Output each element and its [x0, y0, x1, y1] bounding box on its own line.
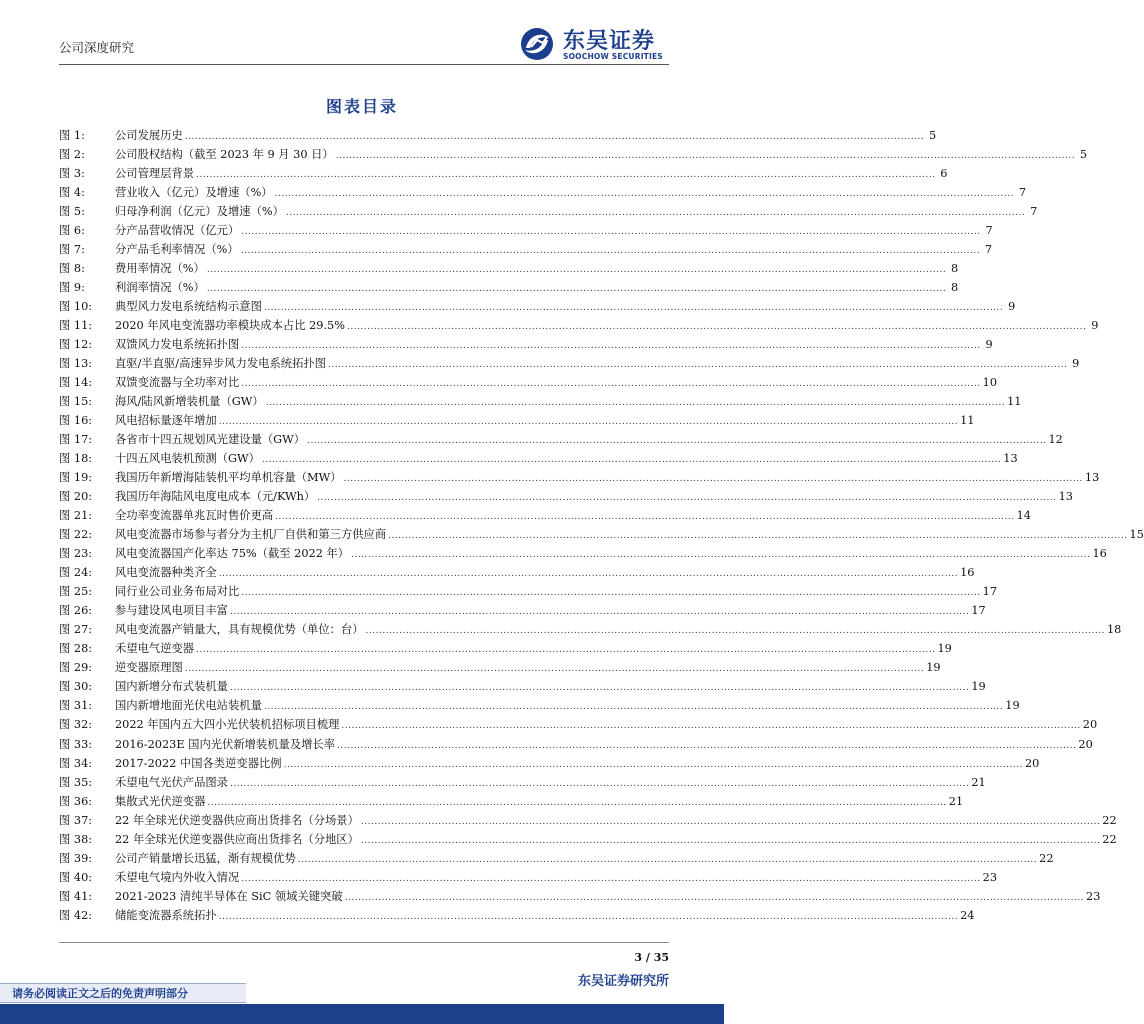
toc-figure-title[interactable]: 双馈变流器与全功率对比 [115, 376, 240, 390]
toc-entry[interactable] [59, 601, 986, 620]
toc-entry[interactable] [59, 563, 975, 582]
toc-page-number[interactable]: 11 [1007, 395, 1022, 409]
toc-entry[interactable] [59, 183, 1026, 202]
toc-figure-title[interactable]: 费用率情况（%） [115, 262, 205, 276]
toc-dot-leader: ............................................................................................................................................................................................................................ [196, 645, 936, 656]
toc-dot-leader: ............................................................................................................................................................................................................................ [360, 816, 1101, 827]
toc-figure-title[interactable]: 2021-2023 清纯半导体在 SiC 领域关键突破 [115, 889, 343, 903]
toc-dot-leader: ............................................................................................................................................................................................................................ [218, 569, 959, 580]
toc-page-number[interactable]: 22 [1102, 813, 1117, 827]
toc-entry[interactable] [59, 145, 1088, 164]
toc-figure-title[interactable]: 2016-2023E 国内光伏新增装机量及增长率 [115, 737, 336, 751]
toc-figure-number: 图 31: [59, 699, 93, 713]
toc-entry[interactable] [59, 487, 1073, 506]
toc-figure-title[interactable]: 利润率情况（%） [115, 281, 205, 295]
toc-dot-leader: ............................................................................................................................................................................................................................ [206, 265, 947, 276]
toc-entry[interactable] [59, 773, 986, 792]
toc-entry[interactable] [59, 126, 937, 145]
toc-dot-leader: ............................................................................................................................................................................................................................ [184, 132, 925, 142]
toc-page-number[interactable]: 7 [1030, 205, 1038, 219]
figure-list [59, 126, 1144, 925]
toc-page-number[interactable]: 5 [1079, 148, 1088, 162]
toc-figure-number: 图 17: [59, 433, 93, 447]
toc-dot-leader: ............................................................................................................................................................................................................................ [365, 626, 1105, 637]
toc-figure-number: 图 22: [59, 528, 93, 542]
toc-figure-number: 图 2: [59, 148, 85, 162]
toc-page-number[interactable]: 9 [1008, 300, 1016, 314]
toc-page-number[interactable]: 5 [929, 129, 937, 142]
toc-page-number[interactable]: 7 [985, 224, 993, 238]
toc-figure-number: 图 40: [59, 870, 93, 884]
page-number: 3 / 35 [634, 951, 669, 964]
toc-figure-title[interactable]: 归母净利润（亿元）及增速（%） [115, 205, 284, 219]
toc-figure-title[interactable]: 逆变器原理图 [115, 661, 183, 675]
toc-page-number[interactable]: 18 [1106, 623, 1122, 637]
toc-figure-number: 图 15: [59, 395, 93, 409]
toc-dot-leader: ............................................................................................................................................................................................................................ [240, 246, 981, 257]
toc-figure-number: 图 41: [59, 889, 93, 903]
toc-dot-leader: ............................................................................................................................................................................................................................ [184, 664, 925, 675]
toc-figure-title[interactable]: 直驱/半直驱/高速异步风力发电系统拓扑图 [115, 357, 326, 371]
toc-figure-title[interactable]: 22 年全球光伏逆变器供应商出货排名（分场景） [115, 813, 359, 827]
toc-entry[interactable] [59, 639, 952, 658]
toc-page-number[interactable]: 19 [937, 642, 952, 656]
toc-figure-number: 图 1: [59, 129, 85, 142]
toc-figure-number: 图 18: [59, 452, 93, 466]
toc-figure-number: 图 30: [59, 680, 93, 694]
toc-figure-title[interactable]: 典型风力发电系统结构示意图 [115, 300, 262, 314]
toc-entry[interactable] [59, 620, 1122, 639]
toc-page-number[interactable]: 13 [1084, 471, 1100, 485]
toc-figure-title[interactable]: 参与建设风电项目丰富 [115, 604, 228, 618]
disclaimer-text: 请务必阅读正文之后的免责声明部分 [12, 987, 188, 1000]
toc-page-number[interactable]: 19 [1005, 699, 1020, 713]
toc-page-number[interactable]: 20 [1078, 737, 1093, 751]
toc-figure-number: 图 39: [59, 851, 93, 865]
toc-entry[interactable] [59, 468, 1100, 487]
toc-figure-number: 图 16: [59, 414, 93, 428]
toc-figure-title[interactable]: 营业收入（亿元）及增速（%） [115, 186, 273, 200]
toc-dot-leader: ............................................................................................................................................................................................................................ [351, 550, 1091, 561]
toc-figure-title[interactable]: 禾望电气境内外收入情况 [115, 870, 240, 884]
toc-figure-title[interactable]: 22 年全球光伏逆变器供应商出货排名（分地区） [115, 832, 359, 846]
toc-dot-leader: ............................................................................................................................................................................................................................ [241, 341, 981, 352]
toc-figure-title[interactable]: 风电变流器产销量大，具有规模优势（单位：台） [115, 623, 364, 637]
toc-dot-leader: ............................................................................................................................................................................................................................ [218, 417, 959, 428]
toc-entry[interactable] [59, 696, 1020, 715]
toc-figure-title[interactable]: 风电变流器市场参与者分为主机厂自供和第三方供应商 [115, 528, 387, 542]
toc-entry[interactable] [59, 164, 948, 183]
toc-dot-leader: ............................................................................................................................................................................................................................ [327, 360, 1068, 371]
toc-page-number[interactable]: 24 [960, 908, 975, 922]
toc-dot-leader: ............................................................................................................................................................................................................................ [229, 683, 970, 694]
toc-page-number[interactable]: 22 [1039, 851, 1054, 865]
toc-figure-title[interactable]: 我国历年海陆风电度电成本（元/KWh） [115, 490, 316, 504]
toc-dot-leader: ............................................................................................................................................................................................................................ [317, 493, 1057, 504]
toc-page-number[interactable]: 22 [1102, 832, 1117, 846]
toc-page-number[interactable]: 16 [1092, 547, 1107, 561]
soochow-logo [519, 24, 669, 64]
logo-chinese-name: 东吴证券 [563, 29, 656, 54]
toc-figure-title[interactable]: 公司产销量增长迅猛，渐有规模优势 [115, 851, 296, 865]
toc-page-number[interactable]: 8 [951, 262, 959, 276]
toc-page-number[interactable]: 9 [985, 338, 993, 352]
toc-figure-title[interactable]: 风电招标量逐年增加 [115, 414, 217, 428]
toc-figure-number: 图 11: [59, 319, 93, 333]
toc-page-number[interactable]: 23 [982, 870, 998, 884]
toc-entry[interactable] [59, 525, 1144, 544]
toc-entry[interactable] [59, 373, 998, 392]
toc-entry[interactable] [59, 411, 975, 430]
toc-page-number[interactable]: 16 [960, 566, 975, 580]
toc-figure-title[interactable]: 2017-2022 中国各类逆变器比例 [115, 756, 282, 770]
toc-figure-title[interactable]: 公司管理层背景 [115, 167, 195, 181]
toc-entry[interactable] [59, 906, 975, 925]
toc-figure-number: 图 26: [59, 604, 93, 618]
toc-page-number[interactable]: 7 [984, 243, 993, 257]
toc-figure-title[interactable]: 国内新增分布式装机量 [115, 680, 228, 694]
toc-figure-title[interactable]: 风电变流器国产化率达 75%（截至 2022 年） [115, 547, 350, 561]
toc-figure-number: 图 9: [59, 281, 85, 295]
toc-figure-title[interactable]: 海风/陆风新增装机量（GW） [115, 395, 264, 409]
toc-entry[interactable] [59, 754, 1040, 773]
toc-dot-leader: ............................................................................................................................................................................................................................ [275, 512, 1015, 523]
toc-page-number[interactable]: 9 [1072, 357, 1080, 371]
footer-color-bar [0, 1004, 724, 1024]
toc-page-number[interactable]: 13 [1058, 490, 1073, 504]
toc-dot-leader: ............................................................................................................................................................................................................................ [307, 436, 1047, 447]
toc-entry[interactable] [59, 887, 1101, 906]
toc-dot-leader: ............................................................................................................................................................................................................................ [263, 303, 1004, 314]
toc-figure-title[interactable]: 各省市十四五规划风光建设量（GW） [115, 433, 306, 447]
toc-dot-leader: ............................................................................................................................................................................................................................ [283, 759, 1023, 770]
toc-entry[interactable] [59, 240, 993, 259]
toc-figure-number: 图 8: [59, 262, 85, 276]
toc-page-number[interactable]: 11 [960, 414, 975, 428]
toc-dot-leader: ............................................................................................................................................................................................................................ [207, 797, 947, 808]
toc-figure-number: 图 21: [59, 509, 93, 523]
toc-figure-title[interactable]: 2022 年国内五大四小光伏装机招标项目梳理 [115, 718, 340, 732]
disclaimer-banner [0, 983, 246, 1003]
toc-dot-leader: ............................................................................................................................................................................................................................ [297, 854, 1038, 865]
toc-entry[interactable] [59, 849, 1054, 868]
toc-figure-number: 图 28: [59, 642, 93, 656]
toc-dot-leader: ............................................................................................................................................................................................................................ [344, 892, 1085, 903]
toc-figure-number: 图 42: [59, 908, 93, 922]
toc-dot-leader: ............................................................................................................................................................................................................................ [229, 607, 970, 618]
toc-page-number[interactable]: 19 [971, 680, 986, 694]
toc-entry[interactable] [59, 868, 998, 887]
toc-entry[interactable] [59, 811, 1117, 830]
toc-page-number[interactable]: 19 [926, 661, 941, 675]
toc-entry[interactable] [59, 297, 1016, 316]
toc-entry[interactable] [59, 582, 998, 601]
toc-dot-leader: ............................................................................................................................................................................................................................ [229, 778, 970, 789]
toc-figure-number: 图 37: [59, 813, 93, 827]
toc-figure-title[interactable]: 分产品毛利率情况（%） [115, 243, 239, 257]
toc-figure-number: 图 3: [59, 167, 85, 181]
toc-page-number[interactable]: 15 [1129, 528, 1144, 542]
toc-dot-leader: ............................................................................................................................................................................................................................ [263, 702, 1004, 713]
toc-dot-leader: ............................................................................................................................................................................................................................ [261, 455, 1002, 466]
toc-figure-number: 图 27: [59, 623, 93, 637]
toc-figure-number: 图 10: [59, 300, 93, 314]
toc-entry[interactable] [59, 430, 1063, 449]
toc-figure-number: 图 5: [59, 205, 85, 219]
toc-entry[interactable] [59, 544, 1107, 563]
research-institute-name: 东吴证券研究所 [577, 974, 669, 989]
toc-figure-number: 图 23: [59, 547, 93, 561]
toc-dot-leader: ............................................................................................................................................................................................................................ [360, 835, 1101, 846]
toc-dot-leader: ............................................................................................................................................................................................................................ [218, 911, 959, 922]
logo-english-name: SOOCHOW SECURITIES [563, 52, 663, 61]
toc-dot-leader: ............................................................................................................................................................................................................................ [274, 189, 1014, 200]
header-divider [59, 64, 669, 65]
toc-figure-number: 图 34: [59, 756, 93, 770]
toc-entry[interactable] [59, 202, 1038, 221]
toc-figure-title[interactable]: 国内新增地面光伏电站装机量 [115, 699, 262, 713]
toc-figure-number: 图 33: [59, 737, 93, 751]
toc-dot-leader: ............................................................................................................................................................................................................................ [285, 208, 1026, 219]
toc-page-number[interactable]: 20 [1082, 718, 1098, 732]
toc-figure-number: 图 4: [59, 186, 85, 200]
toc-figure-title[interactable]: 分产品营收情况（亿元） [115, 224, 240, 238]
toc-entry[interactable] [59, 259, 959, 278]
toc-dot-leader: ............................................................................................................................................................................................................................ [241, 588, 981, 599]
footer-divider [59, 942, 669, 943]
toc-dot-leader: ............................................................................................................................................................................................................................ [388, 531, 1128, 542]
toc-figure-number: 图 25: [59, 585, 93, 599]
toc-figure-title[interactable]: 全功率变流器单兆瓦时售价更高 [115, 509, 274, 523]
toc-entry[interactable] [59, 354, 1080, 373]
toc-entry[interactable] [59, 715, 1098, 734]
toc-entry[interactable] [59, 278, 959, 297]
toc-entry[interactable] [59, 658, 941, 677]
toc-entry[interactable] [59, 316, 1099, 335]
toc-entry[interactable] [59, 735, 1093, 754]
toc-page-number[interactable]: 17 [971, 604, 986, 618]
toc-page-number[interactable]: 6 [940, 167, 948, 181]
page-title: 图表目录 [325, 97, 398, 116]
toc-page-number[interactable]: 17 [982, 585, 998, 599]
toc-figure-number: 图 14: [59, 376, 93, 390]
toc-figure-number: 图 35: [59, 775, 93, 789]
toc-figure-title[interactable]: 双馈风力发电系统拓扑图 [115, 338, 240, 352]
toc-dot-leader: ............................................................................................................................................................................................................................ [196, 170, 936, 181]
toc-figure-number: 图 24: [59, 566, 93, 580]
toc-figure-number: 图 19: [59, 471, 93, 485]
toc-dot-leader: ............................................................................................................................................................................................................................ [341, 721, 1081, 732]
toc-figure-title[interactable]: 公司发展历史 [115, 129, 183, 142]
toc-entry[interactable] [59, 830, 1117, 849]
toc-page-number[interactable]: 20 [1024, 756, 1040, 770]
toc-figure-title[interactable]: 储能变流器系统拓扑 [115, 908, 217, 922]
toc-figure-title[interactable]: 集散式光伏逆变器 [115, 794, 206, 808]
toc-entry[interactable] [59, 506, 1031, 525]
toc-figure-title[interactable]: 我国历年新增海陆装机平均单机容量（MW） [115, 471, 342, 485]
toc-figure-title[interactable]: 公司股权结构（截至 2023 年 9 月 30 日） [115, 148, 334, 162]
toc-dot-leader: ............................................................................................................................................................................................................................ [343, 474, 1083, 485]
toc-figure-number: 图 36: [59, 794, 93, 808]
toc-page-number[interactable]: 12 [1048, 433, 1063, 447]
toc-entry[interactable] [59, 449, 1018, 468]
toc-entry[interactable] [59, 677, 986, 696]
toc-figure-number: 图 38: [59, 832, 93, 846]
soochow-logo-icon [519, 26, 559, 62]
toc-entry[interactable] [59, 792, 964, 811]
toc-dot-leader: ............................................................................................................................................................................................................................ [346, 322, 1087, 333]
toc-dot-leader: ............................................................................................................................................................................................................................ [337, 740, 1077, 751]
toc-page-number[interactable]: 21 [948, 794, 964, 808]
toc-figure-number: 图 32: [59, 718, 93, 732]
toc-page-number[interactable]: 8 [951, 281, 959, 295]
toc-page-number[interactable]: 9 [1091, 319, 1099, 333]
toc-dot-leader: ............................................................................................................................................................................................................................ [241, 227, 981, 238]
toc-figure-title[interactable]: 禾望电气逆变器 [115, 642, 195, 656]
toc-figure-title[interactable]: 禾望电气光伏产品图录 [115, 775, 228, 789]
toc-figure-number: 图 13: [59, 357, 93, 371]
toc-page-number[interactable]: 23 [1086, 889, 1101, 903]
toc-figure-number: 图 29: [59, 661, 93, 675]
toc-figure-title[interactable]: 风电变流器种类齐全 [115, 566, 217, 580]
toc-figure-title[interactable]: 2020 年风电变流器功率模块成本占比 29.5% [115, 319, 345, 333]
toc-page-number[interactable]: 7 [1018, 186, 1026, 200]
toc-dot-leader: ............................................................................................................................................................................................................................ [206, 284, 947, 295]
toc-figure-title[interactable]: 十四五风电装机预测（GW） [115, 452, 260, 466]
report-type-label: 公司深度研究 [59, 40, 135, 55]
toc-page-number[interactable]: 21 [971, 775, 986, 789]
toc-figure-number: 图 12: [59, 338, 93, 352]
toc-figure-number: 图 7: [59, 243, 85, 257]
toc-entry[interactable] [59, 392, 1022, 411]
toc-figure-number: 图 6: [59, 224, 85, 238]
toc-dot-leader: ............................................................................................................................................................................................................................ [265, 398, 1006, 409]
toc-figure-title[interactable]: 同行业公司业务布局对比 [115, 585, 240, 599]
toc-page-number[interactable]: 13 [1003, 452, 1018, 466]
toc-dot-leader: ............................................................................................................................................................................................................................ [241, 379, 981, 390]
toc-entry[interactable] [59, 221, 993, 240]
toc-figure-number: 图 20: [59, 490, 93, 504]
toc-dot-leader: ............................................................................................................................................................................................................................ [335, 151, 1076, 162]
toc-page-number[interactable]: 10 [982, 376, 998, 390]
toc-entry[interactable] [59, 335, 993, 354]
toc-dot-leader: ............................................................................................................................................................................................................................ [241, 873, 981, 884]
toc-page-number[interactable]: 14 [1016, 509, 1031, 523]
